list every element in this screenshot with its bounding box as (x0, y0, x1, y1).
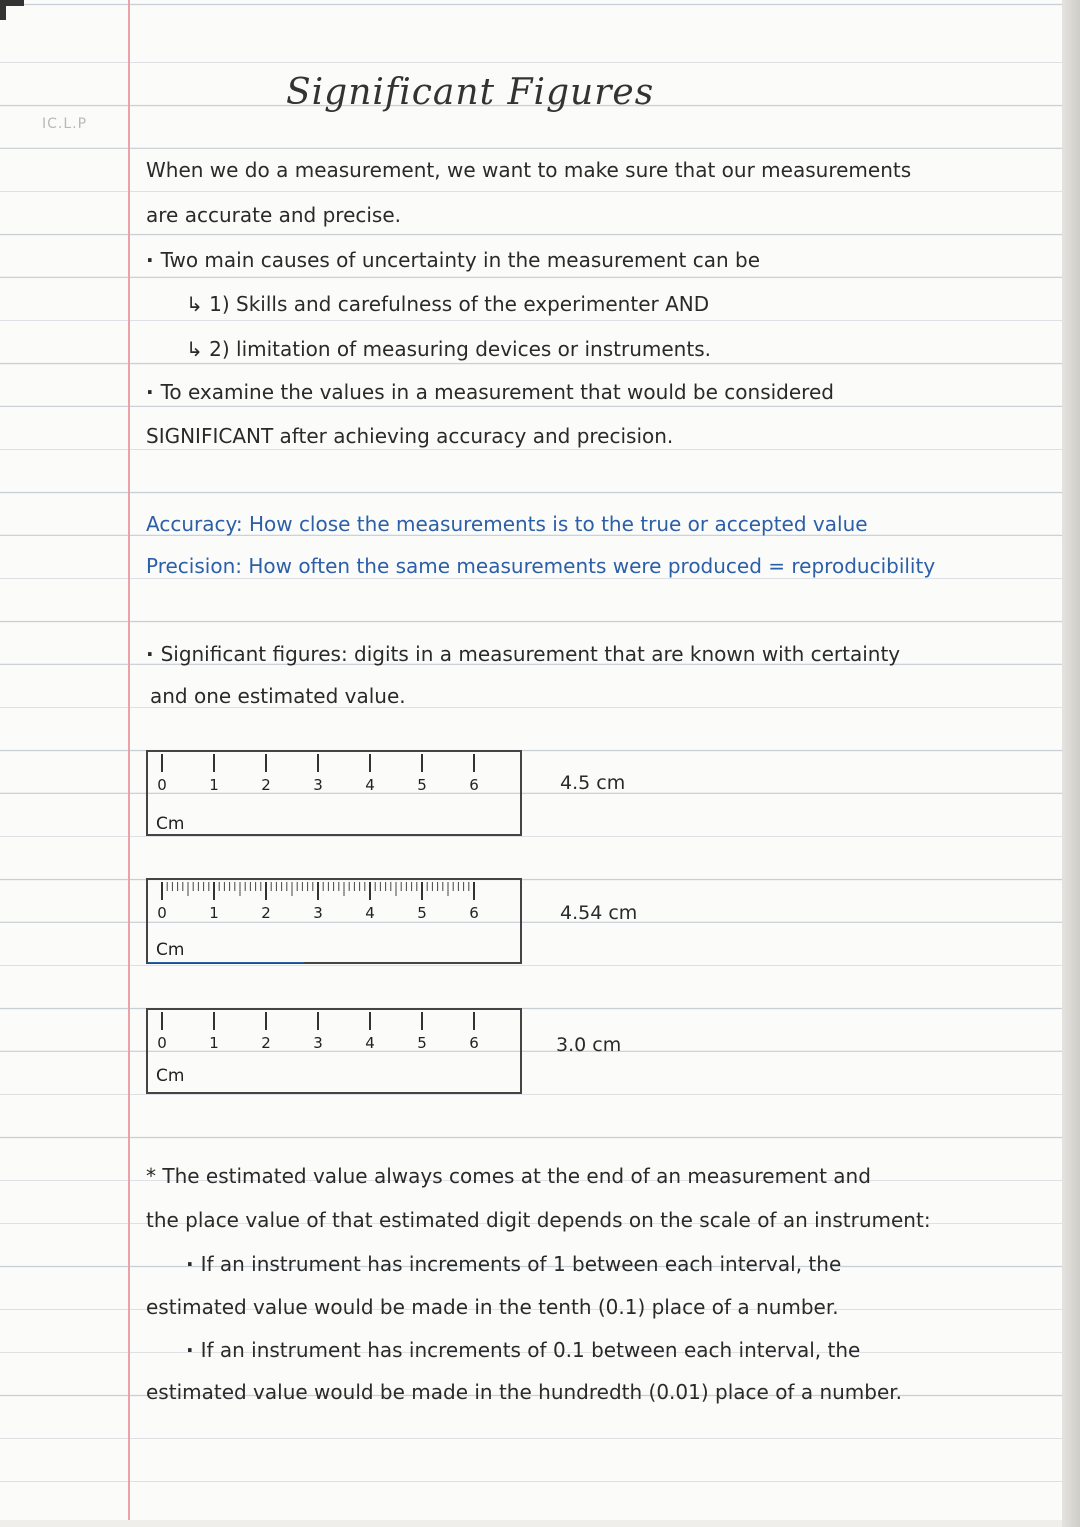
ruler-1-tick-label: 4 (365, 776, 375, 794)
ruler-2-tick-label: 1 (209, 904, 219, 922)
causes-intro-text: Two main causes of uncertainty in the measurement can be (160, 248, 760, 272)
accuracy-definition: Accuracy: How close the measurements is to the true or accepted value (146, 512, 868, 536)
ruler-3-reading: 3.0 cm (556, 1034, 622, 1056)
ruler-1-ticks (148, 752, 524, 838)
causes-intro: · Two main causes of uncertainty in the measurement can be (146, 248, 760, 272)
page-title: Significant Figures (286, 72, 655, 113)
examine-line-1: · To examine the values in a measurement that would be considered (146, 380, 834, 404)
ruler-3-tick-label: 6 (469, 1034, 479, 1052)
increment-1-line-1: · If an instrument has increments of 1 between each interval, the (186, 1252, 842, 1276)
ruler-2-tick-label: 2 (261, 904, 271, 922)
increment-01-line-2: estimated value would be made in the hundredth (0.01) place of a number. (146, 1380, 903, 1404)
ruler-1-tick-label: 3 (313, 776, 323, 794)
ruler-3-tick-label: 2 (261, 1034, 271, 1052)
ruler-2-tick-label: 4 (365, 904, 375, 922)
increment-1-line-2: estimated value would be made in the tenth (0.1) place of a number. (146, 1295, 839, 1319)
ruler-3-unit: Cm (156, 1066, 185, 1086)
ruler-3-tick-label: 1 (209, 1034, 219, 1052)
examine-line-1-text: To examine the values in a measurement that would be considered (160, 380, 834, 404)
page-edge (1062, 0, 1080, 1527)
ruler-2-unit: Cm (156, 940, 185, 960)
cause-2-text: 2) limitation of measuring devices or instruments. (209, 337, 711, 361)
ruler-3-tick-label: 5 (417, 1034, 427, 1052)
ruler-2-tick-label: 6 (469, 904, 479, 922)
examine-line-2: SIGNIFICANT after achieving accuracy and precision. (146, 424, 674, 448)
ruler-2-tick-label: 0 (157, 904, 167, 922)
sigfig-line-1-text: Significant figures: digits in a measurement that are known with certainty (160, 642, 901, 666)
intro-line-1: When we do a measurement, we want to make sure that our measurements (146, 158, 912, 182)
ruler-2-reading: 4.54 cm (560, 902, 638, 924)
cause-2: ↳ 2) limitation of measuring devices or instruments. (186, 337, 711, 361)
estimated-line-2: the place value of that estimated digit depends on the scale of an instrument: (146, 1208, 931, 1232)
increment-01-line-1-text: If an instrument has increments of 0.1 between each interval, the (200, 1338, 861, 1362)
reading-arrow (148, 962, 304, 963)
precision-definition: Precision: How often the same measurements were produced = reproducibility (146, 554, 936, 578)
ruler-2-ticks (148, 880, 524, 966)
ruler-1-tick-label: 5 (417, 776, 427, 794)
ruler-3 (146, 1008, 522, 1094)
sigfig-line-2: and one estimated value. (150, 684, 406, 708)
corner-mark (0, 0, 24, 20)
ruler-1-tick-label: 1 (209, 776, 219, 794)
ruler-1-reading: 4.5 cm (560, 772, 626, 794)
cause-1: ↳ 1) Skills and carefulness of the experimenter AND (186, 292, 710, 316)
estimated-line-1-text: The estimated value always comes at the end of an measurement and (162, 1164, 871, 1188)
ruler-1-unit: Cm (156, 814, 185, 834)
ruler-3-tick-label: 4 (365, 1034, 375, 1052)
increment-1-line-1-text: If an instrument has increments of 1 between each interval, the (200, 1252, 842, 1276)
ruler-3-ticks (148, 1010, 524, 1096)
ruler-3-tick-label: 0 (157, 1034, 167, 1052)
ruler-3-tick-label: 3 (313, 1034, 323, 1052)
sigfig-line-1: · Significant figures: digits in a measurement that are known with certainty (146, 642, 901, 666)
ruler-1-tick-label: 2 (261, 776, 271, 794)
ruler-2 (146, 878, 522, 964)
ruler-1-tick-label: 6 (469, 776, 479, 794)
estimated-line-1: * The estimated value always comes at the end of an measurement and (146, 1164, 871, 1188)
ruler-2-tick-label: 3 (313, 904, 323, 922)
ruler-2-tick-label: 5 (417, 904, 427, 922)
ruler-1-tick-label: 0 (157, 776, 167, 794)
intro-line-2: are accurate and precise. (146, 203, 402, 227)
increment-01-line-1: · If an instrument has increments of 0.1 between each interval, the (186, 1338, 861, 1362)
cause-1-text: 1) Skills and carefulness of the experimenter AND (209, 292, 710, 316)
margin-line (128, 0, 130, 1520)
page-stamp: IC.L.P (42, 116, 88, 132)
ruler-1 (146, 750, 522, 836)
